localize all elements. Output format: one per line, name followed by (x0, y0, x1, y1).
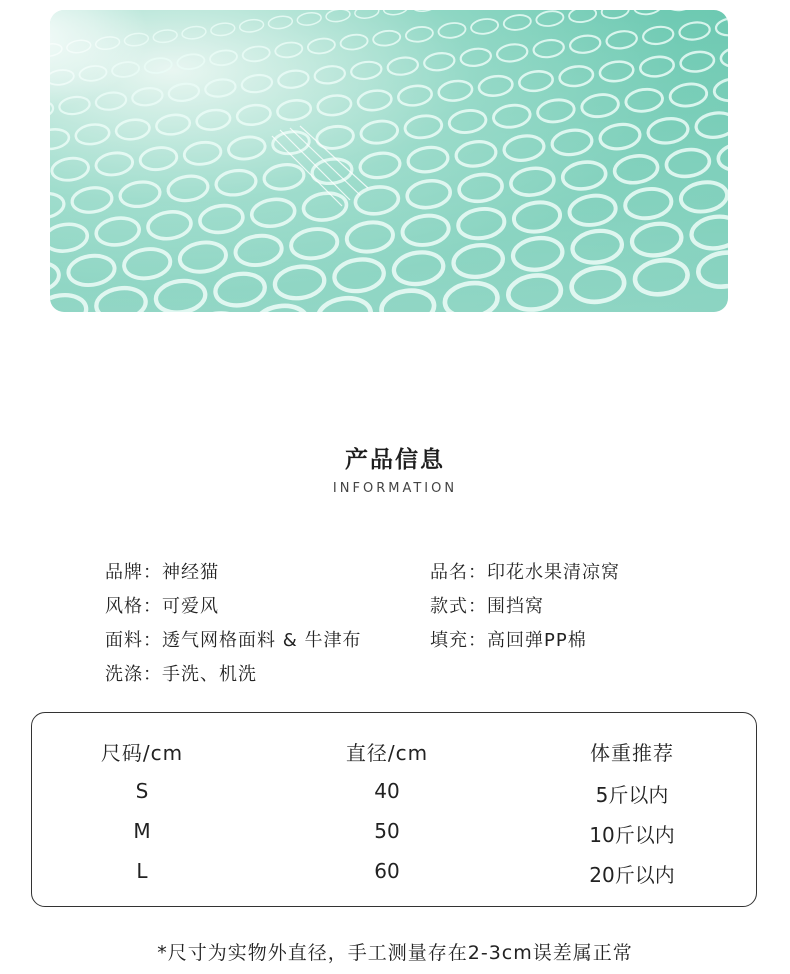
info-key: 款式： (430, 596, 487, 617)
info-value: 神经猫 (162, 562, 219, 583)
diameter-header: 直径/cm (345, 741, 429, 765)
mesh-fabric-image (50, 10, 728, 312)
table-cell: S (135, 779, 149, 803)
info-key: 风格： (105, 596, 162, 617)
info-product-name (430, 558, 620, 584)
info-key: 品牌： (105, 562, 162, 583)
table-cell: L (136, 859, 148, 883)
info-value: 手洗、机洗 (162, 664, 257, 685)
table-cell: 10斤以内 (589, 823, 675, 847)
weight-header: 体重推荐 (590, 741, 674, 765)
mesh-pattern (50, 10, 728, 312)
info-value: 高回弹PP棉 (487, 630, 587, 651)
info-key: 填充： (430, 630, 487, 651)
table-cell: 40 (374, 779, 400, 803)
info-filling (430, 626, 587, 652)
table-cell: 5斤以内 (595, 783, 669, 807)
info-value: 透气网格面料 & 牛津布 (162, 630, 362, 651)
table-cell: 50 (374, 819, 400, 843)
info-value: 可爱风 (162, 596, 219, 617)
table-cell: M (133, 819, 151, 843)
info-style (105, 592, 219, 618)
measurement-note: *尺寸为实物外直径，手工测量存在2-3cm误差属正常 (157, 942, 633, 964)
size-header: 尺码/cm (100, 741, 184, 765)
size-table (31, 712, 757, 907)
info-washing (105, 660, 257, 686)
info-model (430, 592, 544, 618)
table-cell: 60 (374, 859, 400, 883)
info-key: 面料： (105, 630, 162, 651)
info-key: 品名： (430, 562, 487, 583)
table-cell: 20斤以内 (589, 863, 675, 887)
section-title: 产品信息 (345, 447, 445, 473)
info-key: 洗涤： (105, 664, 162, 685)
section-subtitle: INFORMATION (332, 481, 458, 496)
info-value: 印花水果清凉窝 (487, 562, 620, 583)
info-value: 围挡窝 (487, 596, 544, 617)
info-fabric (105, 626, 361, 652)
info-brand (105, 558, 219, 584)
